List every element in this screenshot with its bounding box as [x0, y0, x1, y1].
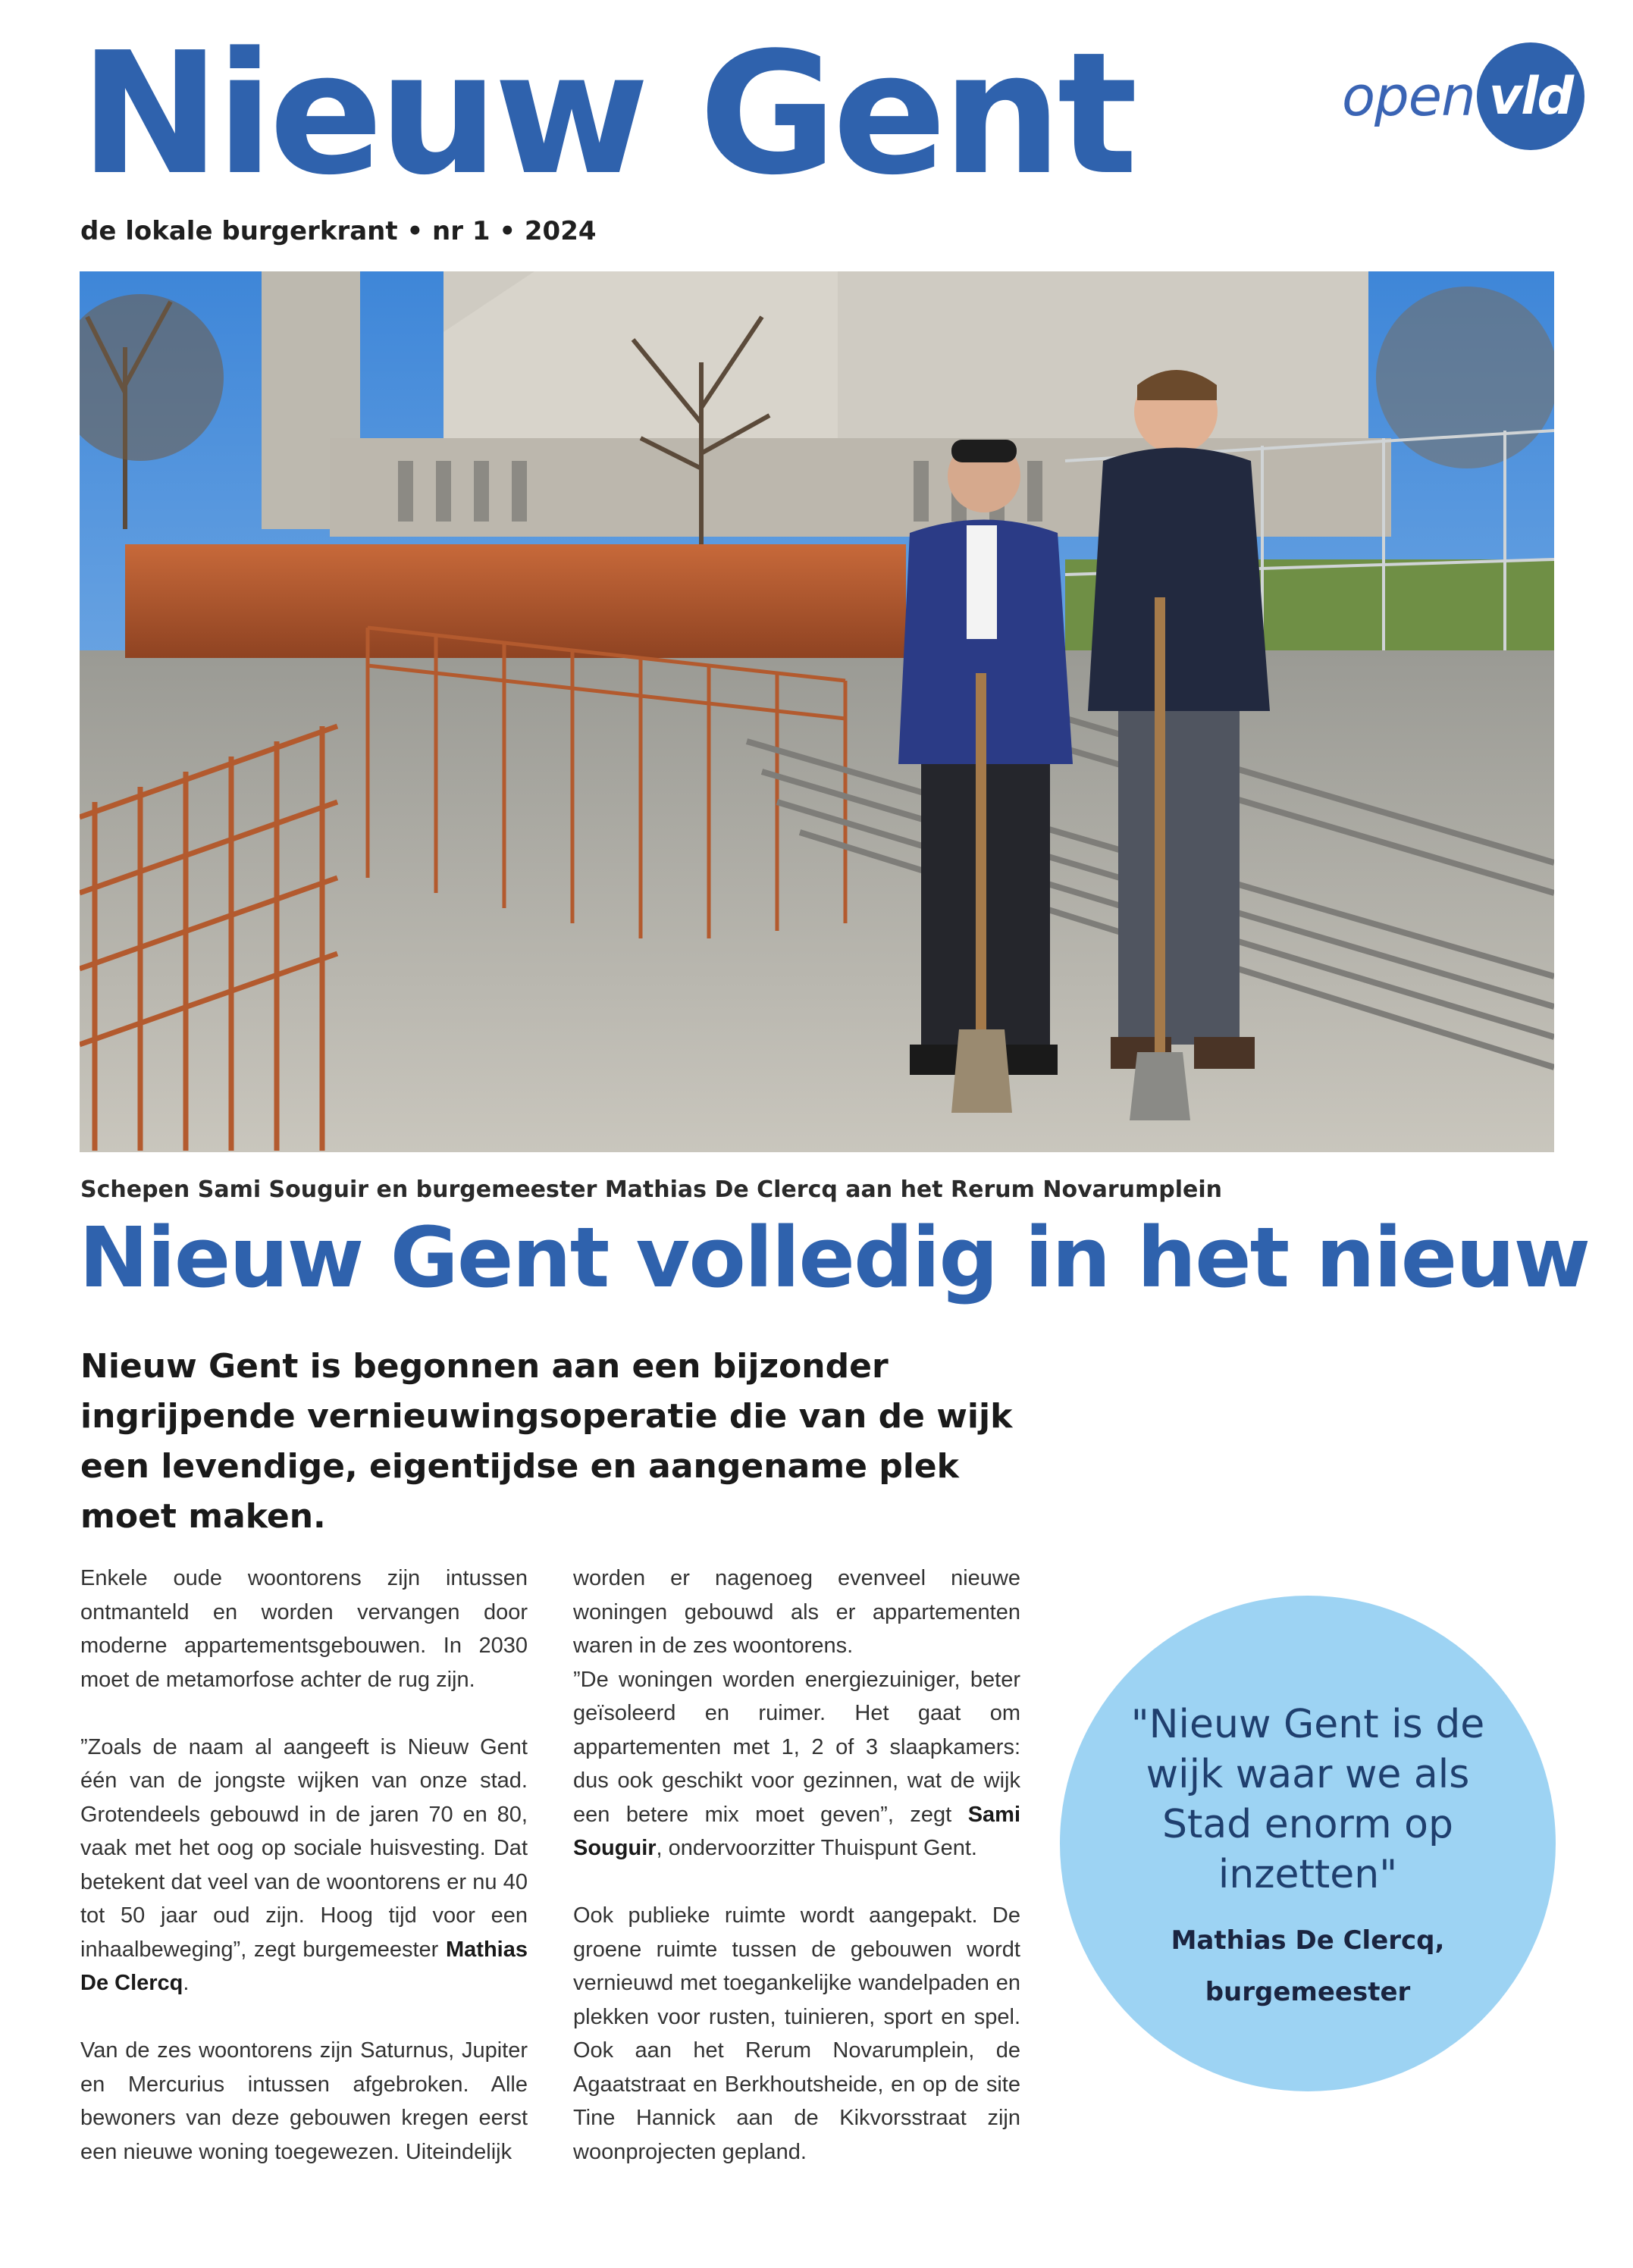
person-name: Sami Souguir	[573, 1802, 1021, 1860]
photo-caption: Schepen Sami Souguir en burgemeester Mathias De Clercq aan het Rerum Novarumplein	[80, 1176, 1223, 1203]
paragraph	[80, 1731, 528, 2000]
article-headline: Nieuw Gent volledig in het nieuw	[79, 1209, 1590, 1306]
paragraph	[573, 1663, 1020, 1865]
article-column-2	[573, 1562, 1020, 2169]
masthead-title: Nieuw Gent	[80, 17, 1133, 212]
paragraph-text: ”De woningen worden energiezuiniger, beter geïsoleerd en ruimer. Het gaat om appartementen met 1, 2 of 3 slaapkamers: dus ook geschikt voor gezinnen, wat de wijk een betere mix moet geven”, zegt	[573, 1667, 1020, 1827]
paragraph-end: , ondervoorzitter Thuispunt Gent.	[656, 1836, 977, 1860]
paragraph: Van de zes woontorens zijn Saturnus, Jupiter en Mercurius intussen afgebroken. Alle bewoners van deze gebouwen kregen eerst een nieuwe woning toegewezen. Uiteindelijk	[80, 2038, 528, 2164]
paragraph: worden er nagenoeg evenveel nieuwe woningen gebouwd als er appartementen waren in de zes woontorens.	[573, 1566, 1020, 1658]
article-lead: Nieuw Gent is begonnen aan een bijzonder ingrijpende vernieuwingsoperatie die van de wijk een levendige, eigentijdse en aangename plek moet maken.	[80, 1347, 1013, 1536]
logo-word: open	[1342, 64, 1475, 128]
pull-quote: "Nieuw Gent is de wijk waar we als Stad enorm op inzetten"	[1130, 1702, 1485, 1897]
quote-attribution	[1099, 1915, 1516, 2018]
paragraph: Ook publieke ruimte wordt aangepakt. De groene ruimte tussen de gebouwen wordt vernieuwd met toegankelijke wandelpaden en plekken voor rusten, tuinieren, sport en spel. Ook aan het Rerum Novarumplein, de Agaatstraat en Berkhoutsheide, en op de site Tine Hannick aan de Kikvorsstraat zijn woonprojecten gepland.	[573, 1903, 1020, 2164]
article-column-1	[80, 1562, 528, 2169]
paragraph: Enkele oude woontorens zijn intussen ontmanteld en worden vervangen door moderne appartementsgebouwen. In 2030 moet de metamorfose achter de rug zijn.	[80, 1566, 528, 1692]
logo-disc	[1477, 42, 1584, 150]
person-name: Mathias De Clercq	[80, 1937, 528, 1995]
quote-author: Mathias De Clercq,	[1171, 1925, 1445, 1956]
construction-site-photo	[80, 271, 1554, 1152]
quote-role: burgemeester	[1205, 1977, 1411, 2007]
paragraph-text: ”Zoals de naam al aangeeft is Nieuw Gent één van de jongste wijken van onze stad. Grotendeels gebouwd in de jaren 70 en 80, vaak met het oog op sociale huisvesting. Dat betekent dat veel van de woontorens er nu 40 tot 50 jaar oud zijn. Hoog tijd voor een inhaalbeweging”, zegt burgemeester	[80, 1734, 528, 1962]
open-vld-logo	[1334, 38, 1592, 152]
logo-mark: vld	[1488, 67, 1573, 127]
paragraph-end: .	[183, 1971, 190, 1995]
masthead-subtitle: de lokale burgerkrant • nr 1 • 2024	[80, 216, 597, 246]
